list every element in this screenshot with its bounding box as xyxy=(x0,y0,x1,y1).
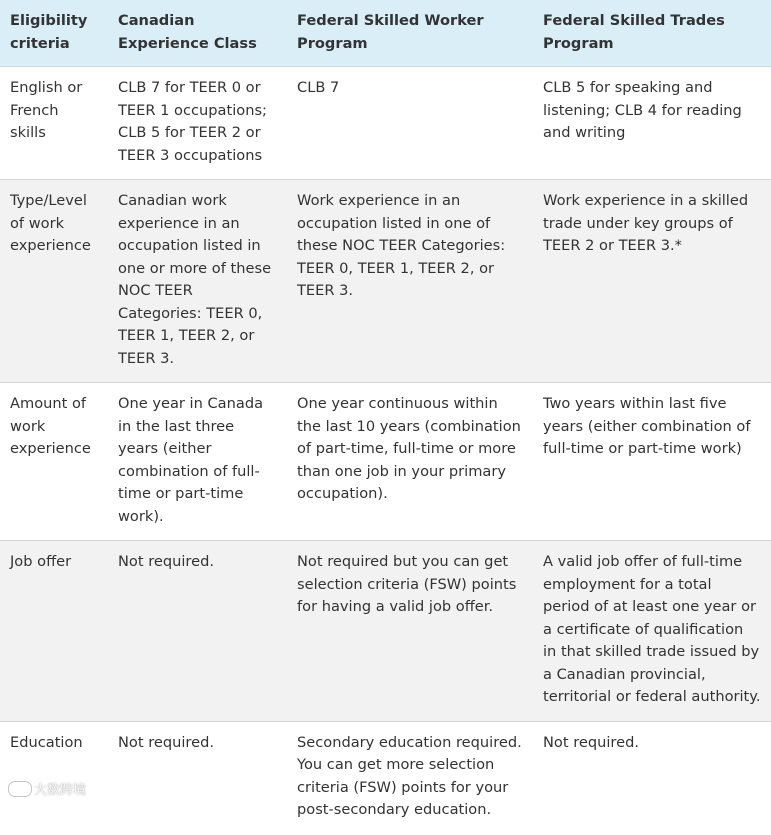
table-row xyxy=(0,721,771,835)
criteria-cell: Type/Level of work experience xyxy=(10,192,91,254)
fst-cell: Two years within last five years (either combination of full-time or part-time work) xyxy=(543,395,751,457)
header-eligibility-criteria: Eligibility criteria xyxy=(10,12,88,52)
criteria-cell: Education xyxy=(10,733,83,751)
cec-cell: Not required. xyxy=(118,733,214,751)
watermark-text: 大数跨境 xyxy=(34,783,87,798)
cec-cell: Not required. xyxy=(118,553,214,570)
header-canadian-experience-class: Canadian Experience Class xyxy=(118,12,257,52)
table-row xyxy=(0,67,771,180)
header-federal-skilled-worker: Federal Skilled Worker Program xyxy=(297,12,484,52)
cec-cell: CLB 7 for TEER 0 or TEER 1 occupations; CLB 5 for TEER 2 or TEER 3 occupations xyxy=(118,79,267,164)
watermark xyxy=(8,779,86,798)
table-header-row xyxy=(0,0,771,67)
fst-cell: A valid job offer of full-time employment for a total period of at least one year or a certificate of qualification in that skilled trade issued by a Canadian provincial, territorial or federal authority. xyxy=(543,553,761,705)
criteria-cell: English or French skills xyxy=(10,79,83,141)
fsw-cell: One year continuous within the last 10 years (combination of part-time, full-time or more than one job in your primary occupation). xyxy=(297,395,521,502)
fsw-cell: Work experience in an occupation listed in one of these NOC TEER Categories: TEER 0, TEER 1, TEER 2, or TEER 3. xyxy=(297,192,506,299)
fst-cell: Not required. xyxy=(543,733,639,751)
table-row xyxy=(0,383,771,541)
cec-cell: One year in Canada in the last three years (either combination of full-time or part-time work). xyxy=(118,395,264,525)
fsw-cell: Secondary education required. You can get more selection criteria (FSW) points for your post-secondary education. xyxy=(297,733,522,818)
fst-cell: Work experience in a skilled trade under key groups of TEER 2 or TEER 3.* xyxy=(543,192,749,254)
criteria-cell: Amount of work experience xyxy=(10,395,91,457)
table-row xyxy=(0,541,771,722)
table-row xyxy=(0,180,771,383)
header-federal-skilled-trades: Federal Skilled Trades Program xyxy=(543,12,725,52)
fsw-cell: Not required but you can get selection criteria (FSW) points for having a valid job offer. xyxy=(297,553,517,615)
fst-cell: CLB 5 for speaking and listening; CLB 4 for reading and writing xyxy=(543,79,742,141)
criteria-cell: Job offer xyxy=(10,553,72,570)
fsw-cell: CLB 7 xyxy=(297,79,340,96)
cec-cell: Canadian work experience in an occupation listed in one or more of these NOC TEER Categories: TEER 0, TEER 1, TEER 2, or TEER 3. xyxy=(118,192,272,367)
watermark-logo-icon xyxy=(8,781,32,797)
